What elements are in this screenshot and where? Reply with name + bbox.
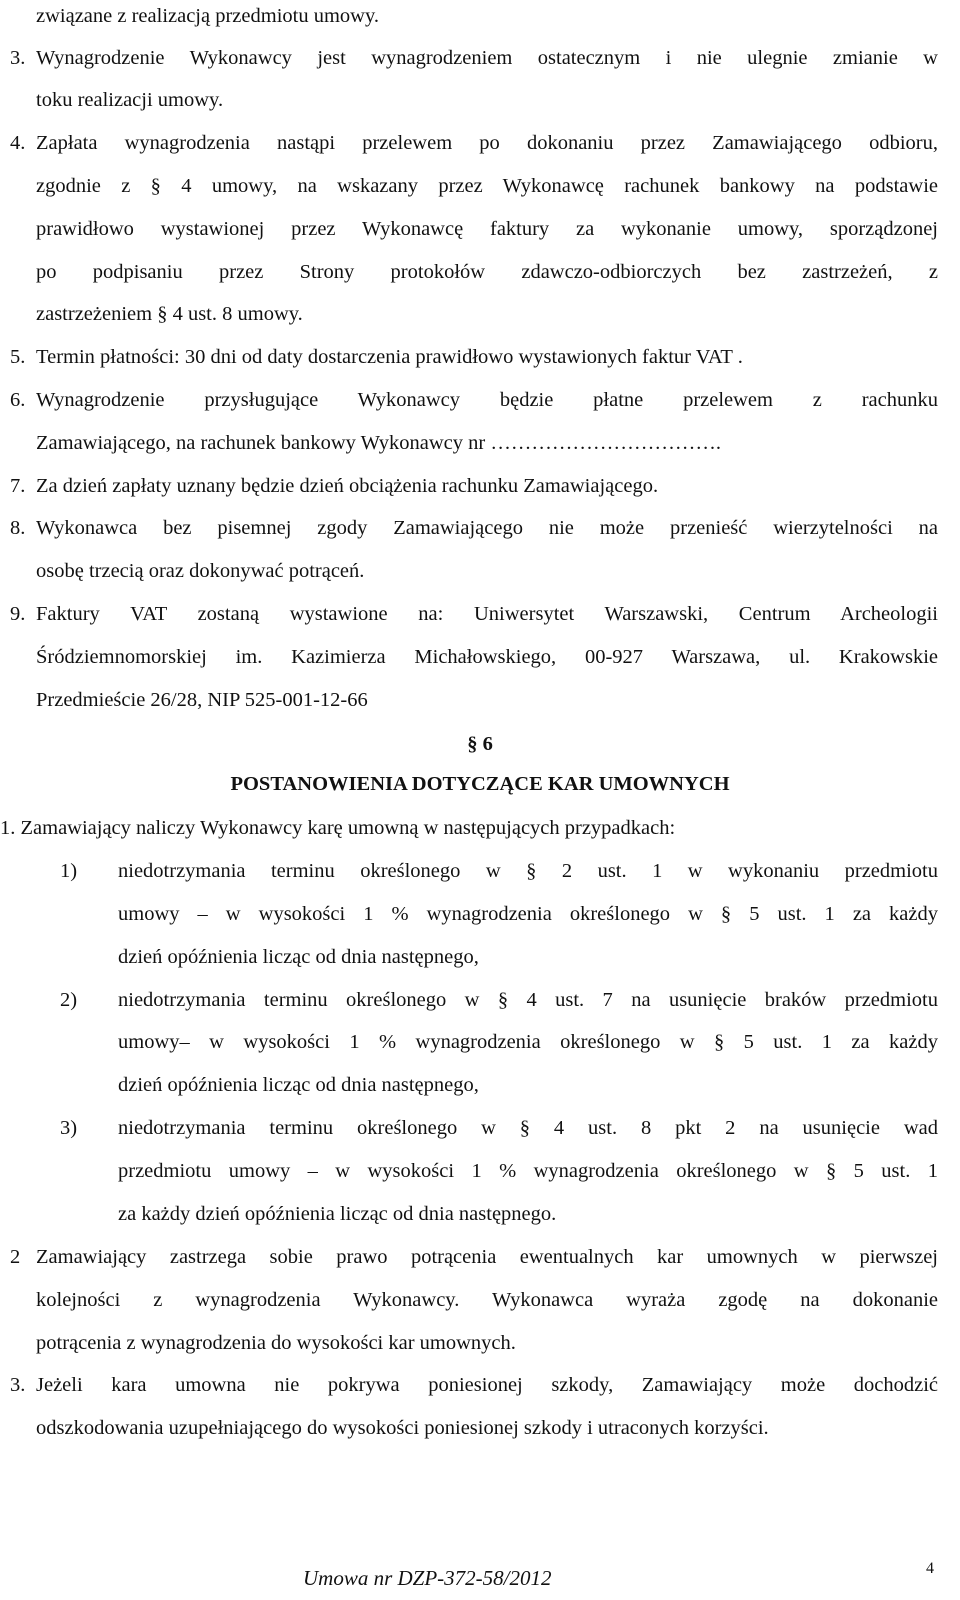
text-line: dzień opóźnienia licząc od dnia następnego,: [118, 1074, 479, 1096]
text-line: toku realizacji umowy.: [36, 89, 224, 111]
item-number: 2: [10, 1246, 21, 1268]
text-line: Jeżeli kara umowna nie pokrywa poniesionej szkody, Zamawiający może dochodzić: [36, 1374, 938, 1396]
section-title: POSTANOWIENIA DOTYCZĄCE KAR UMOWNYCH: [230, 773, 730, 795]
text-line: Zamawiający zastrzega sobie prawo potrącenia ewentualnych kar umownych w pierwszej: [36, 1246, 938, 1268]
text-line: osobę trzecią oraz dokonywać potrąceń.: [36, 560, 365, 582]
text-line: umowy– w wysokości 1 % wynagrodzenia określonego w § 5 ust. 1 za każdy: [118, 1031, 938, 1053]
item-number: 8.: [10, 517, 26, 539]
text-line: za każdy dzień opóźnienia licząc od dnia następnego.: [118, 1203, 557, 1225]
page-number: 4: [926, 1560, 934, 1577]
item-number: 4.: [10, 132, 26, 154]
section-number: § 6: [467, 733, 493, 755]
text-line: zgodnie z § 4 umowy, na wskazany przez Wykonawcę rachunek bankowy na podstawie: [36, 175, 938, 197]
sub-item-number: 1): [60, 860, 78, 882]
text-line: przedmiotu umowy – w wysokości 1 % wynagrodzenia określonego w § 5 ust. 1: [118, 1160, 938, 1182]
text-line: Śródziemnomorskiej im. Kazimierza Michałowskiego, 00-927 Warszawa, ul. Krakowskie: [36, 646, 938, 668]
text-line: dzień opóźnienia licząc od dnia następnego,: [118, 946, 479, 968]
item-number: 3.: [10, 47, 26, 69]
item-number: 5.: [10, 346, 26, 368]
footer-contract-number: Umowa nr DZP-372-58/2012: [303, 1566, 552, 1590]
text-line: Wynagrodzenie Wykonawcy jest wynagrodzeniem ostatecznym i nie ulegnie zmianie w: [36, 47, 938, 69]
text-line: związane z realizacją przedmiotu umowy.: [36, 5, 380, 27]
text-line: niedotrzymania terminu określonego w § 4 ust. 7 na usunięcie braków przedmiotu: [118, 989, 938, 1011]
text-line: niedotrzymania terminu określonego w § 4 ust. 8 pkt 2 na usunięcie wad: [118, 1117, 938, 1139]
text-line: 1. Zamawiający naliczy Wykonawcy karę umowną w następujących przypadkach:: [0, 817, 676, 839]
item-number: 7.: [10, 475, 26, 497]
item-number: 3.: [10, 1374, 26, 1396]
text-line: Za dzień zapłaty uznany będzie dzień obciążenia rachunku Zamawiającego.: [36, 475, 659, 497]
sub-item-number: 3): [60, 1117, 78, 1139]
text-line: prawidłowo wystawionej przez Wykonawcę faktury za wykonanie umowy, sporządzonej: [36, 218, 938, 240]
text-line: po podpisaniu przez Strony protokołów zdawczo-odbiorczych bez zastrzeżeń, z: [36, 261, 938, 283]
text-line: odszkodowania uzupełniającego do wysokości poniesionej szkody i utraconych korzyści.: [36, 1417, 769, 1439]
text-line: umowy – w wysokości 1 % wynagrodzenia określonego w § 5 ust. 1 za każdy: [118, 903, 938, 925]
text-line: potrącenia z wynagrodzenia do wysokości kar umownych.: [36, 1332, 516, 1354]
sub-item-number: 2): [60, 989, 78, 1011]
text-line: niedotrzymania terminu określonego w § 2 ust. 1 w wykonaniu przedmiotu: [118, 860, 938, 882]
text-line: Wykonawca bez pisemnej zgody Zamawiającego nie może przenieść wierzytelności na: [36, 517, 938, 539]
text-line: Zamawiającego, na rachunek bankowy Wykonawcy nr …………………………….: [36, 432, 721, 454]
text-line: Termin płatności: 30 dni od daty dostarczenia prawidłowo wystawionych faktur VAT .: [36, 346, 743, 368]
item-number: 9.: [10, 603, 26, 625]
text-line: zastrzeżeniem § 4 ust. 8 umowy.: [36, 303, 303, 325]
text-line: Przedmieście 26/28, NIP 525-001-12-66: [36, 689, 368, 711]
text-line: Faktury VAT zostaną wystawione na: Uniwersytet Warszawski, Centrum Archeologii: [36, 603, 938, 625]
text-line: Wynagrodzenie przysługujące Wykonawcy będzie płatne przelewem z rachunku: [36, 389, 938, 411]
text-line: kolejności z wynagrodzenia Wykonawcy. Wykonawca wyraża zgodę na dokonanie: [36, 1289, 938, 1311]
text-line: Zapłata wynagrodzenia nastąpi przelewem po dokonaniu przez Zamawiającego odbioru,: [36, 132, 938, 154]
item-number: 6.: [10, 389, 26, 411]
